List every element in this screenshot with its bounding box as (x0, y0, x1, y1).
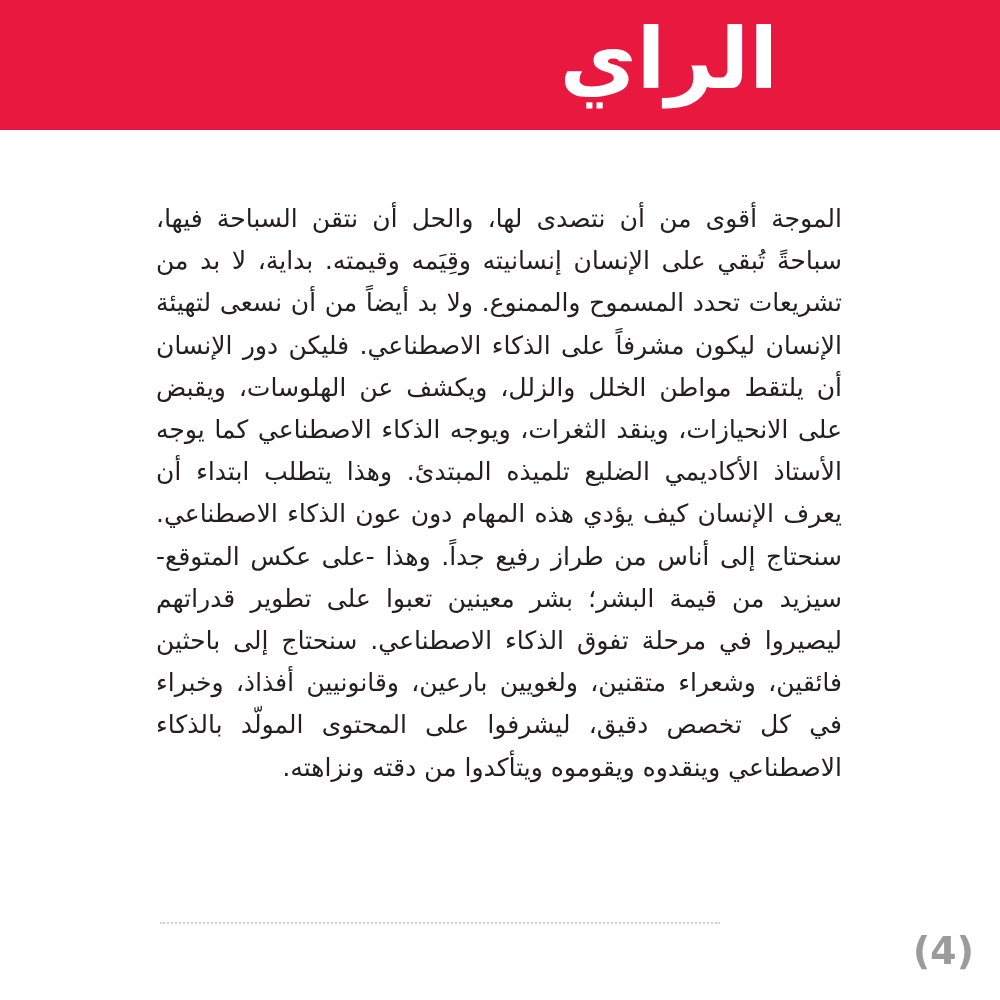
masthead-banner (0, 0, 1000, 130)
article-body (156, 198, 842, 918)
page-number: (4) (912, 929, 974, 973)
newspaper-logo: الراي (559, 10, 778, 108)
article-paragraph: الموجة أقوى من أن نتصدى لها، والحل أن نتقن السباحة فيها، سباحةً تُبقي على الإنسان إنسانيته وقِيَمه وقيمته. بداية، لا بد من تشريعات تحدد المسموح والممنوع. ولا بد أيضاً من أن نسعى لتهيئة الإنسان ليكون مشرفاً على الذكاء الاصطناعي. فليكن دور الإنسان أن يلتقط مواطن الخلل والزلل، ويكشف عن الهلوسات، ويقبض على الانحيازات، وينقد الثغرات، ويوجه الذكاء الاصطناعي كما يوجه الأستاذ الأكاديمي الضليع تلميذه المبتدئ. وهذا يتطلب ابتداء أن يعرف الإنسان كيف يؤدي هذه المهام دون عون الذكاء الاصطناعي. سنحتاج إلى أناس من طراز رفيع جداً. وهذا -على عكس المتوقع- سيزيد من قيمة البشر؛ بشر معينين تعبوا على تطوير قدراتهم ليصيروا في مرحلة تفوق الذكاء الاصطناعي. سنحتاج إلى باحثين فائقين، وشعراء متقنين، ولغويين بارعين، وقانونيين أفذاذ، وخبراء في كل تخصص دقيق، ليشرفوا على المحتوى المولّد بالذكاء الاصطناعي وينقدوه ويقوموه ويتأكدوا من دقته ونزاهته. (156, 204, 842, 782)
cut-off-text-line (160, 922, 720, 928)
